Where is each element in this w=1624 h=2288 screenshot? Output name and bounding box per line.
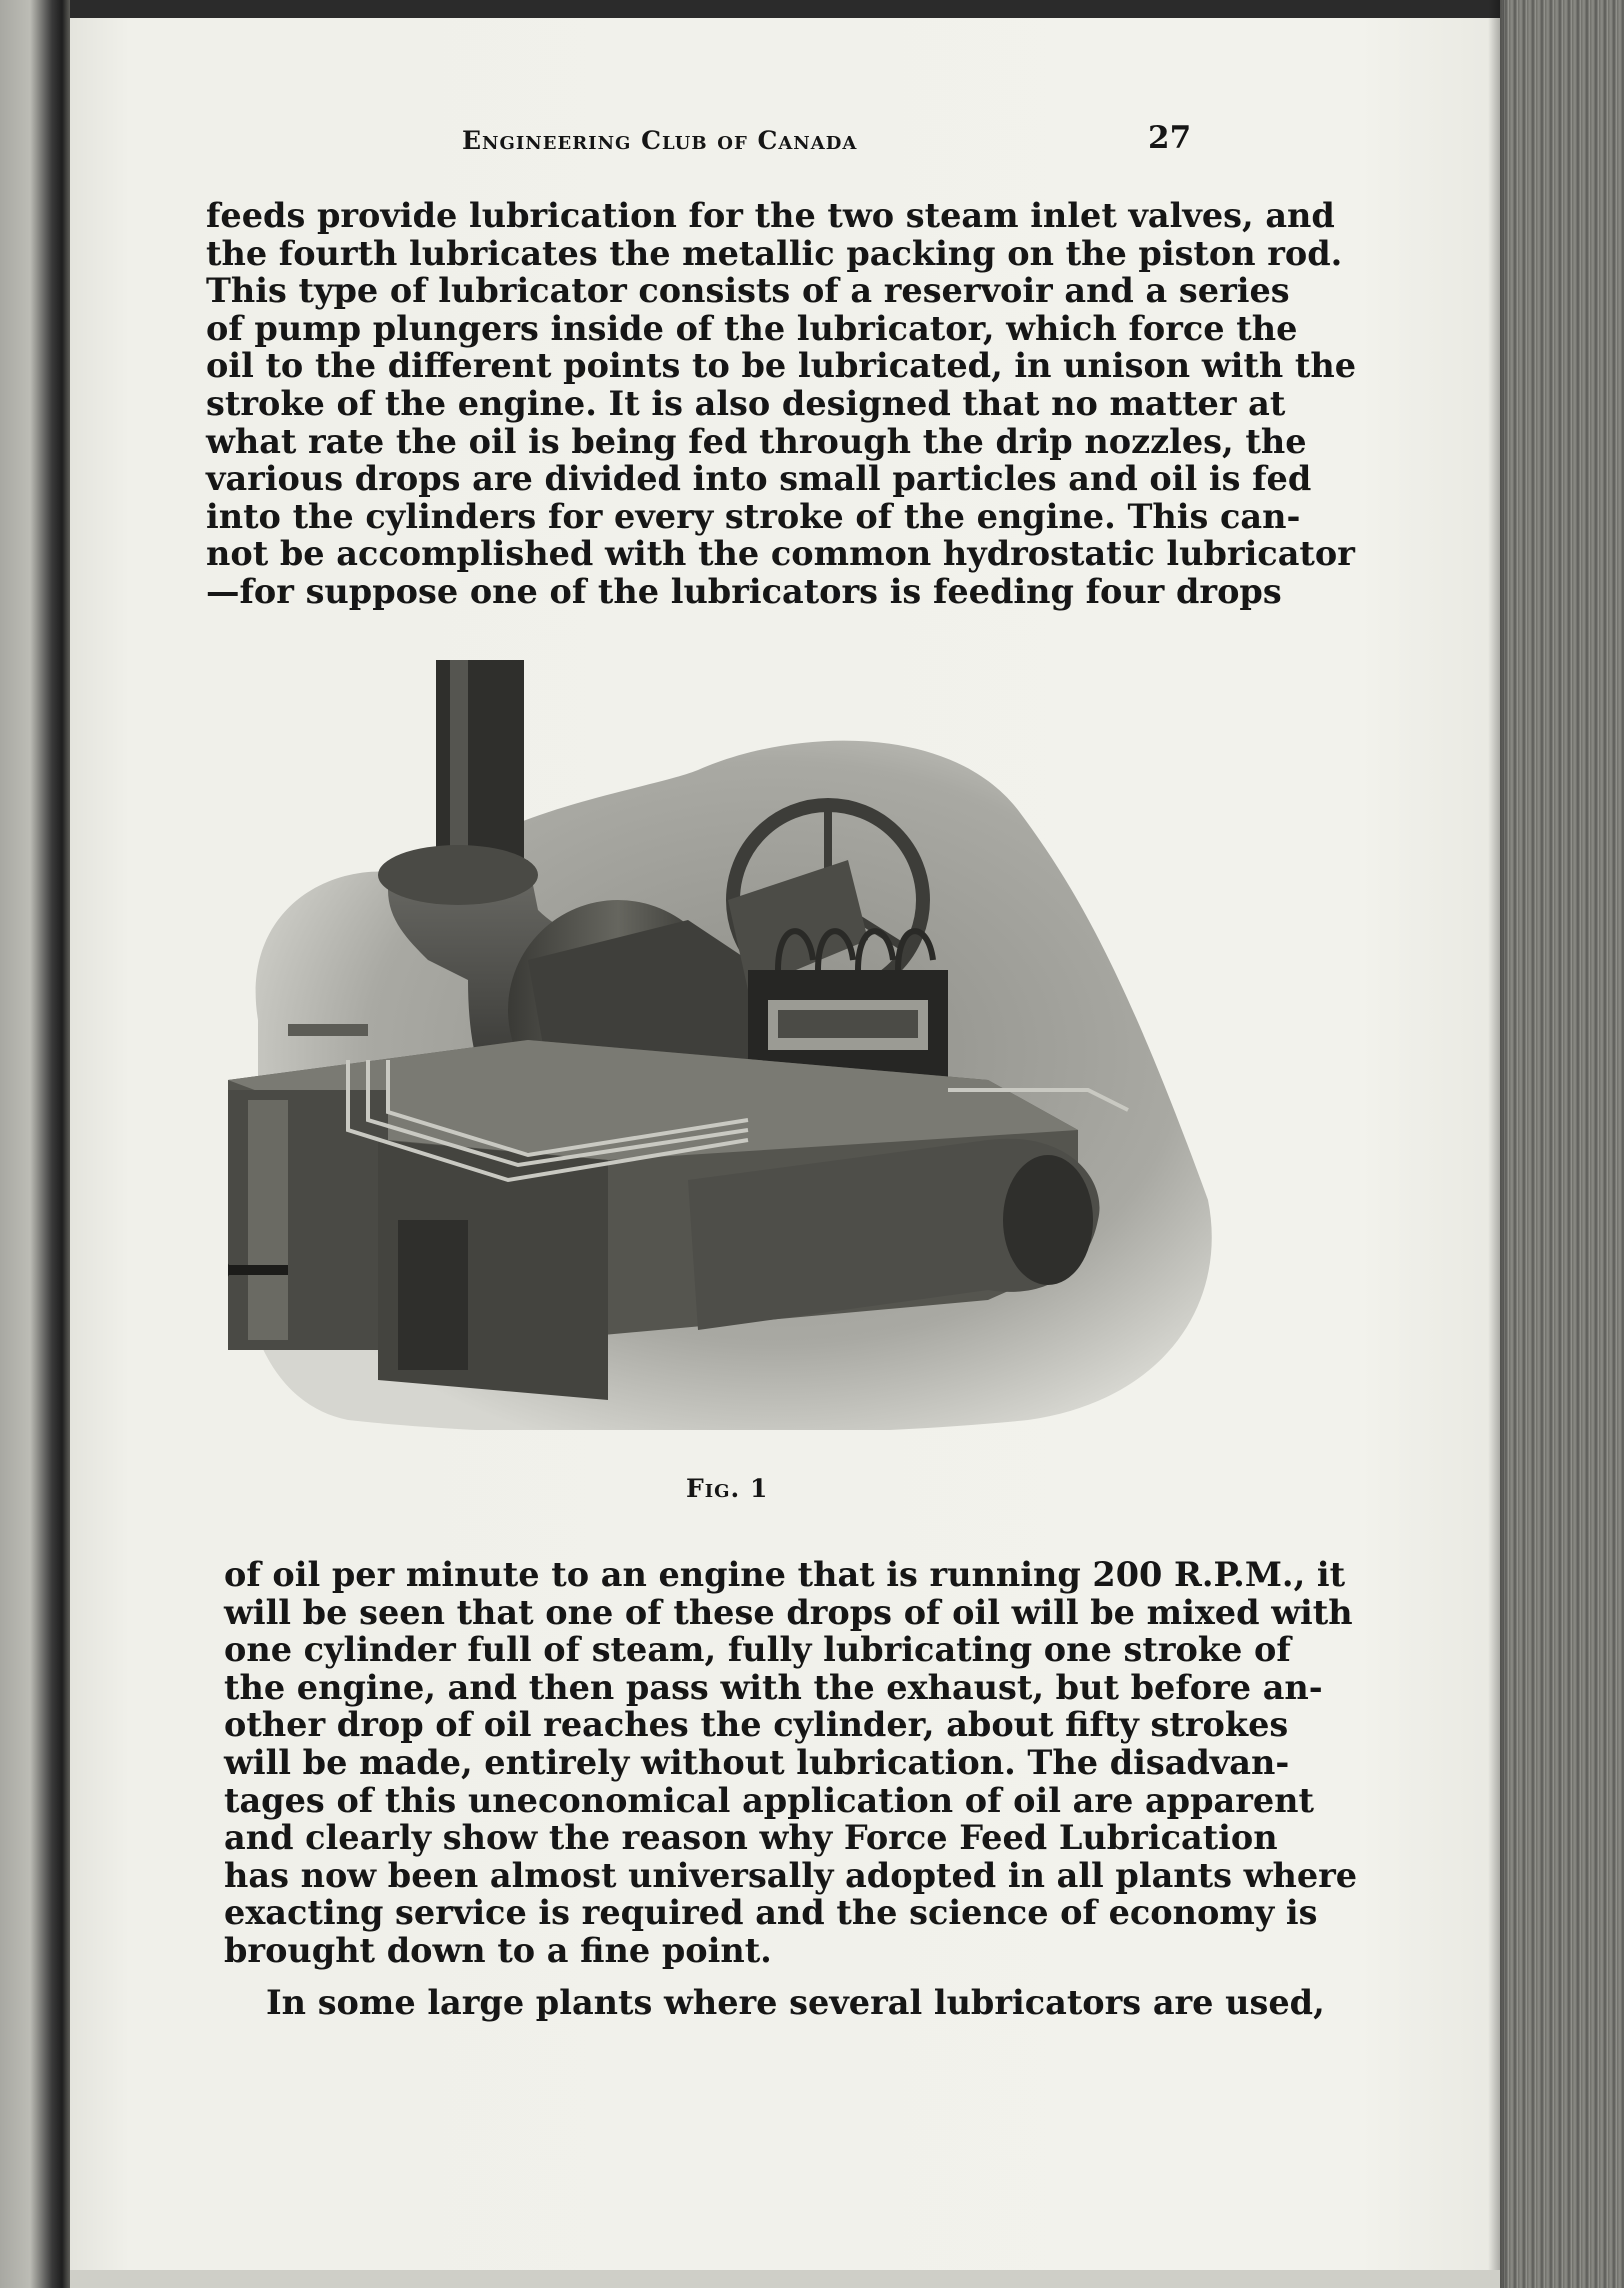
page-bottom-border	[70, 2270, 1500, 2288]
page-edges	[1500, 0, 1624, 2288]
text-line: various drops are divided into small particles and oil is fed	[206, 459, 1312, 499]
text-line: —for suppose one of the lubricators is feeding four drops	[206, 571, 1282, 611]
text-line: exacting service is required and the science of economy is	[224, 1893, 1318, 1933]
engine-lubricator-figure	[228, 660, 1240, 1430]
text-line: of pump plungers inside of the lubricator, which force the	[206, 308, 1298, 348]
text-line: not be accomplished with the common hydrostatic lubricator	[206, 534, 1355, 574]
text-line: the fourth lubricates the metallic packing on the piston rod.	[206, 233, 1343, 273]
text-line: of oil per minute to an engine that is running 200 R.P.M., it	[224, 1555, 1346, 1594]
figure-caption: Fig. 1	[686, 1474, 769, 1503]
text-line: oil to the different points to be lubricated, in unison with the	[206, 346, 1357, 386]
text-line: has now been almost universally adopted in all plants where	[224, 1855, 1358, 1895]
text-line: feeds provide lubrication for the two steam inlet valves, and	[206, 196, 1335, 235]
text-line: In some large plants where several lubricators are used,	[266, 1983, 1325, 2022]
text-line: This type of lubricator consists of a reservoir and a series	[206, 271, 1290, 311]
text-line: one cylinder full of steam, fully lubricating one stroke of	[224, 1630, 1291, 1670]
running-head: Engineering Club of Canada	[462, 126, 858, 155]
paragraph-last	[266, 1983, 1325, 2022]
text-line: the engine, and then pass with the exhaust, but before an-	[224, 1667, 1323, 1707]
text-line: will be made, entirely without lubrication. The disadvan-	[224, 1742, 1290, 1782]
page-number: 27	[1148, 120, 1192, 156]
page-edge-shadow	[1488, 0, 1504, 2288]
paragraph-top	[206, 196, 1357, 611]
text-line: and clearly show the reason why Force Feed Lubrication	[224, 1818, 1278, 1858]
text-line: tages of this uneconomical application of oil are apparent	[224, 1780, 1315, 1820]
book-gutter	[0, 0, 70, 2288]
paragraph-bottom	[224, 1555, 1358, 1970]
exhaust-pipe	[436, 660, 524, 860]
text-line: what rate the oil is being fed through the drip nozzles, the	[206, 421, 1307, 461]
text-line: other drop of oil reaches the cylinder, about fifty strokes	[224, 1705, 1289, 1745]
text-line: stroke of the engine. It is also designed that no matter at	[206, 383, 1286, 423]
text-line: will be seen that one of these drops of oil will be mixed with	[224, 1592, 1353, 1632]
text-line: into the cylinders for every stroke of the engine. This can-	[206, 496, 1301, 536]
text-line: brought down to a fine point.	[224, 1930, 772, 1970]
